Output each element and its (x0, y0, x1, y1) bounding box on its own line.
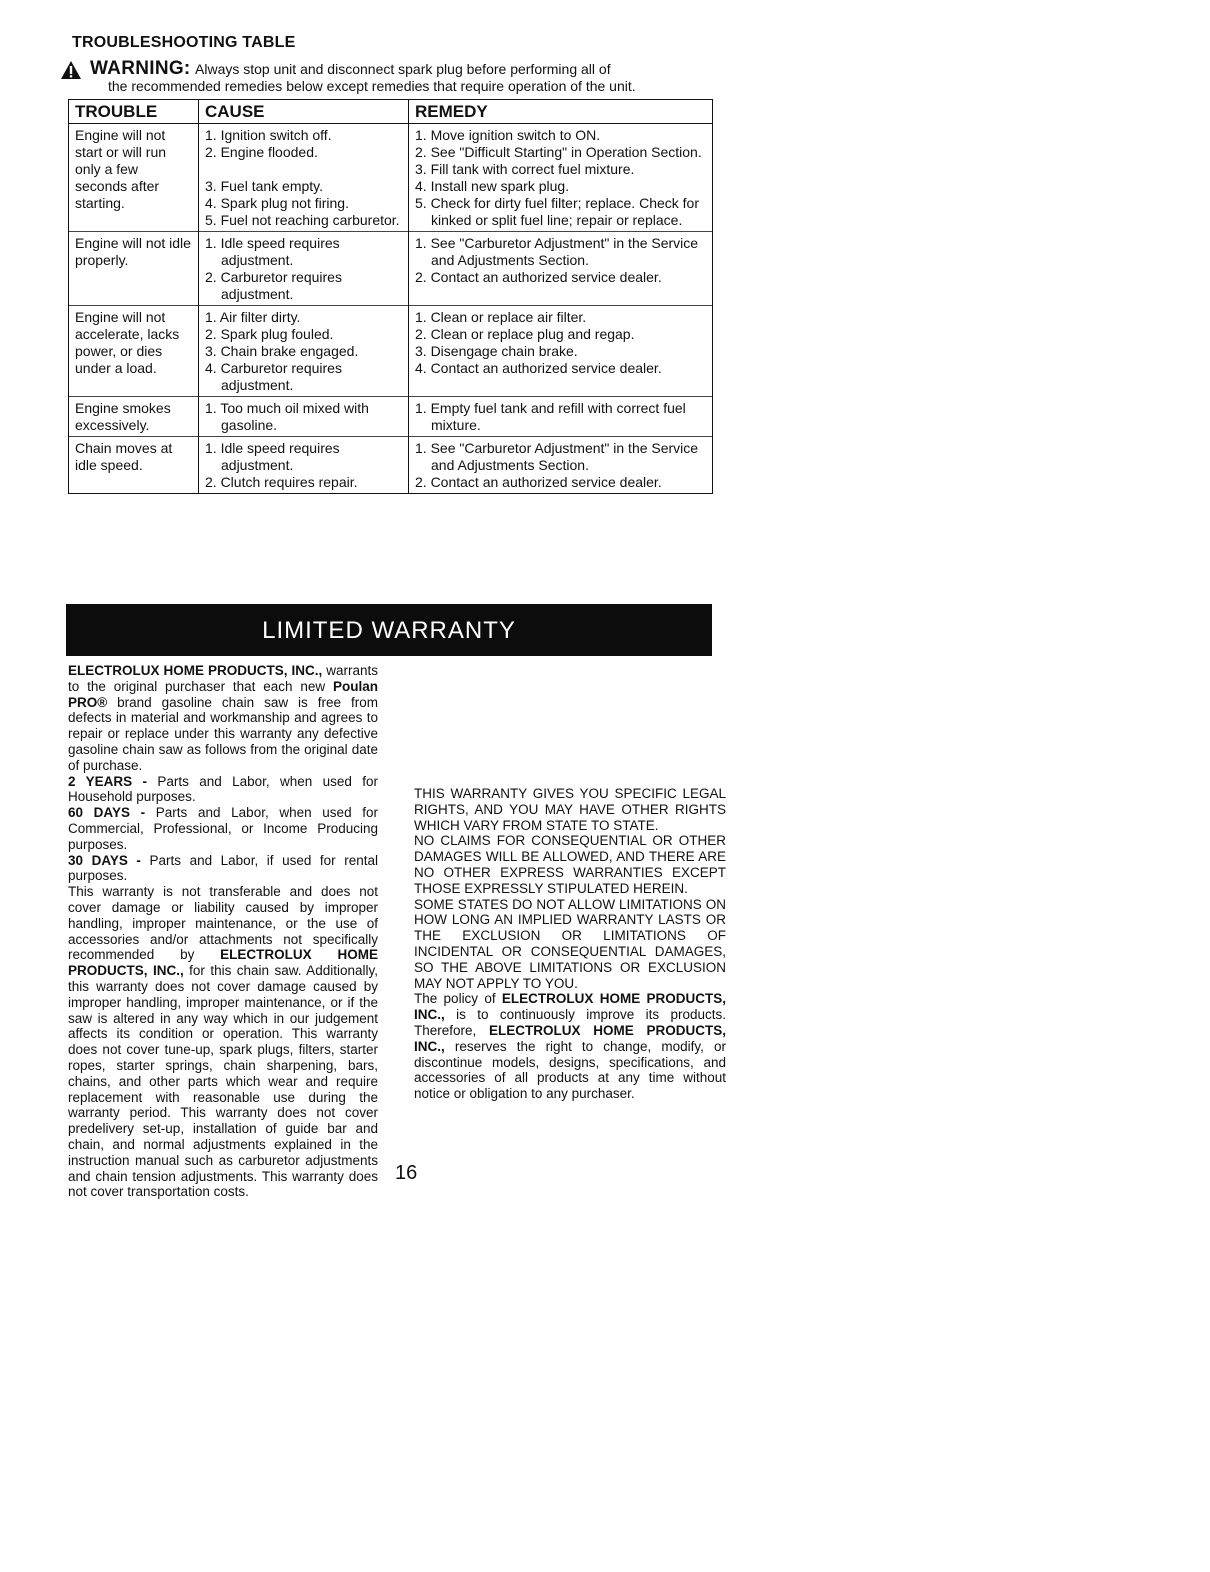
table-row (69, 124, 713, 232)
warranty-state-limits: SOME STATES DO NOT ALLOW LIMITATIONS ON HOW LONG AN IMPLIED WARRANTY LASTS OR THE EXCLUSION OR LIMITATIONS OF INCIDENTAL OR CONSEQUENTIAL DAMAGES, SO THE ABOVE LIMITATIONS OR EXCLUSION MAY NOT APPLY TO YOU. (414, 896, 726, 991)
remedy-item: 2. Clean or replace plug and regap. (415, 326, 635, 342)
cause-item: 1. Air filter dirty. (205, 309, 301, 325)
page-number: 16 (395, 1162, 418, 1184)
cause-cell (199, 397, 409, 437)
remedy-item: 5. Check for dirty fuel filter; replace. Check for kinked or split fuel line; repair or replace. (415, 195, 699, 228)
cause-item: 1. Too much oil mixed with gasoline. (205, 400, 369, 433)
remedy-cell (409, 232, 713, 306)
cause-item: 1. Idle speed requires adjustment. (205, 440, 340, 473)
warranty-banner (66, 604, 712, 656)
header-trouble: TROUBLE (69, 100, 199, 124)
warning-text-line1: Always stop unit and disconnect spark plug before performing all of (195, 61, 611, 77)
cause-cell (199, 306, 409, 397)
remedy-item: 1. See "Carburetor Adjustment" in the Service and Adjustments Section. (415, 440, 699, 473)
warranty-left-column (68, 663, 378, 1200)
cause-item: 2. Spark plug fouled. (205, 326, 334, 342)
remedy-item: 1. See "Carburetor Adjustment" in the Service and Adjustments Section. (415, 235, 699, 268)
cause-item: 3. Chain brake engaged. (205, 343, 359, 359)
remedy-item: 4. Install new spark plug. (415, 178, 570, 194)
cause-item: 2. Engine flooded. (205, 144, 318, 160)
trouble-cell: Engine will not idle properly. (69, 232, 199, 306)
warranty-policy: The policy of ELECTROLUX HOME PRODUCTS, INC., is to continuously improve its products. Therefore, ELECTROLUX HOME PRODUCTS, INC., reserves the right to change, modify, or discontinue models, designs, specifications, and accessories of all products at any time without notice or obligation to any purchaser. (414, 991, 726, 1102)
remedy-cell (409, 437, 713, 494)
cause-item: 1. Idle speed requires adjustment. (205, 235, 340, 268)
warning-triangle-icon (60, 60, 82, 80)
cause-item: 1. Ignition switch off. (205, 127, 332, 143)
table-row (69, 306, 713, 397)
troubleshooting-table (68, 99, 713, 494)
cause-item: 2. Carburetor requires adjustment. (205, 269, 342, 302)
remedy-item: 1. Empty fuel tank and refill with correct fuel mixture. (415, 400, 686, 433)
trouble-cell: Chain moves at idle speed. (69, 437, 199, 494)
warranty-term-60-days: 60 DAYS - Parts and Labor, when used for Commercial, Professional, or Income Producing purposes. (68, 805, 378, 852)
remedy-item: 1. Clean or replace air filter. (415, 309, 587, 325)
cause-cell (199, 124, 409, 232)
table-header-row (69, 100, 713, 124)
warranty-no-claims: NO CLAIMS FOR CONSEQUENTIAL OR OTHER DAMAGES WILL BE ALLOWED, AND THERE ARE NO OTHER EXPRESS WARRANTIES EXCEPT THOSE EXPRESSLY STIPULATED HEREIN. (414, 833, 726, 896)
cause-cell (199, 437, 409, 494)
remedy-cell (409, 397, 713, 437)
remedy-item: 3. Fill tank with correct fuel mixture. (415, 161, 635, 177)
header-remedy: REMEDY (409, 100, 713, 124)
remedy-item: 2. Contact an authorized service dealer. (415, 474, 662, 490)
banner-title: LIMITED WARRANTY (262, 617, 516, 644)
warranty-rights: THIS WARRANTY GIVES YOU SPECIFIC LEGAL RIGHTS, AND YOU MAY HAVE OTHER RIGHTS WHICH VARY FROM STATE TO STATE. (414, 786, 726, 833)
remedy-item: 2. See "Difficult Starting" in Operation Section. (415, 144, 702, 160)
table-row (69, 437, 713, 494)
cause-item: 4. Carburetor requires adjustment. (205, 360, 342, 393)
warranty-intro: ELECTROLUX HOME PRODUCTS, INC., warrants to the original purchaser that each new Poulan PRO® brand gasoline chain saw is free from defects in material and workmanship and agrees to repair or replace under this warranty any defective gasoline chain saw as follows from the original date of purchase. (68, 663, 378, 773)
cause-item: 2. Clutch requires repair. (205, 474, 358, 490)
warranty-term-30-days: 30 DAYS - Parts and Labor, if used for rental purposes. (68, 852, 379, 884)
remedy-item: 2. Contact an authorized service dealer. (415, 269, 662, 285)
remedy-cell (409, 306, 713, 397)
remedy-item: 3. Disengage chain brake. (415, 343, 578, 359)
table-row (69, 397, 713, 437)
trouble-cell: Engine will not accelerate, lacks power, or dies under a load. (69, 306, 199, 397)
remedy-item: 1. Move ignition switch to ON. (415, 127, 601, 143)
header-cause: CAUSE (199, 100, 409, 124)
warranty-term-2-years: 2 YEARS - Parts and Labor, when used for Household purposes. (68, 773, 378, 805)
cause-item: 5. Fuel not reaching carburetor. (205, 212, 400, 228)
warranty-right-column (414, 786, 726, 1102)
cause-item: 3. Fuel tank empty. (205, 178, 324, 194)
trouble-cell: Engine smokes excessively. (69, 397, 199, 437)
trouble-cell: Engine will not start or will run only a few seconds after starting. (69, 124, 199, 232)
warranty-exclusions: This warranty is not transferable and does not cover damage or liability caused by improper handling, improper maintenance, or the use of accessories and/or attachments not specifically recommended by ELECTROLUX HOME PRODUCTS, INC., for this chain saw. Additionally, this warranty does not cover damage caused by improper handling, improper maintenance, or if the saw is altered in any way which in our judgement affects its condition or operation. This warranty does not cover tune-up, spark plugs, filters, starter ropes, starter springs, chain sharpening, bars, chains, and other parts which wear and require replacement with reasonable use during the warranty period. This warranty does not cover predelivery set-up, installation of guide bar and chain, and normal adjustments explained in the instruction manual such as carburetor adjustments and chain tension adjustments. This warranty does not cover transportation costs. (68, 884, 378, 1200)
page-heading: TROUBLESHOOTING TABLE (72, 34, 296, 51)
warning-text-line2: the recommended remedies below except remedies that require operation of the unit. (108, 78, 636, 94)
remedy-cell (409, 124, 713, 232)
cause-cell (199, 232, 409, 306)
warning-label: WARNING: (90, 58, 191, 79)
remedy-item: 4. Contact an authorized service dealer. (415, 360, 662, 376)
cause-item: 4. Spark plug not firing. (205, 195, 349, 211)
table-row (69, 232, 713, 306)
